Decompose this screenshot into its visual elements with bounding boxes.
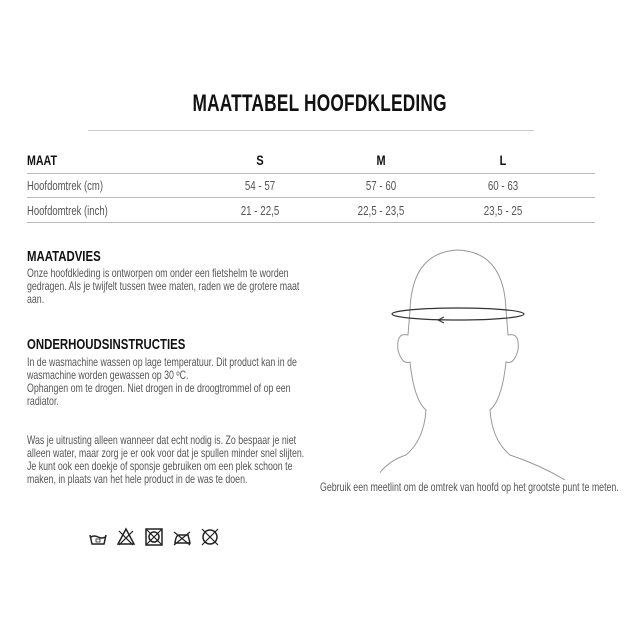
title-divider <box>88 130 534 131</box>
no-tumble-dry-icon <box>144 527 164 547</box>
care-text-3: Was je uitrusting alleen wanneer dat echt nodig is. Zo bespaar je niet alleen water, maar zorg je er ook voor dat je spullen minder snel slijten. Je kunt ook een doekje of sponsje gebruiken om een plek schoon te maken, in plaats van het hele product in de was te doen. <box>27 434 305 486</box>
cell-m-cm: 57 - 60 <box>365 179 397 193</box>
head-outline <box>380 250 565 480</box>
care-text-2: Ophangen om te drogen. Niet drogen in de droogtrommel of op een radiator. <box>27 382 291 408</box>
illustration-caption: Gebruik een meetlint om de omtrek van hoofd op het grootste punt te meten. <box>320 481 619 494</box>
no-iron-icon <box>172 527 192 547</box>
measuring-tape <box>392 308 524 320</box>
cell-l-cm: 60 - 63 <box>487 179 519 193</box>
cell-l-inch: 23,5 - 25 <box>483 204 523 218</box>
care-text-1: In de wasmachine wassen op lage temperatuur. Dit product kan in de wasmachine worden gewassen op 30 ºC. <box>27 356 297 382</box>
cell-s-inch: 21 - 22,5 <box>240 204 280 218</box>
care-icons <box>88 527 220 547</box>
row-divider <box>27 197 595 198</box>
table-header-maat: MAAT <box>27 152 57 168</box>
row-label-inch: Hoofdomtrek (inch) <box>27 204 108 218</box>
head-measure-illustration <box>380 240 590 480</box>
table-header-l: L <box>499 152 507 168</box>
row-divider <box>27 173 595 174</box>
table-header-m: M <box>376 152 386 168</box>
row-divider <box>27 222 595 223</box>
care-heading: ONDERHOUDSINSTRUCTIES <box>27 336 186 353</box>
no-dry-clean-icon <box>200 527 220 547</box>
cell-m-inch: 22,5 - 23,5 <box>357 204 405 218</box>
page-title: MAATTABEL HOOFDKLEDING <box>192 90 448 117</box>
cell-s-cm: 54 - 57 <box>244 179 276 193</box>
no-bleach-icon <box>116 527 136 547</box>
advice-text: Onze hoofdkleding is ontworpen om onder een fietshelm te worden gedragen. Als je twijfelt tussen twee maten, raden we de grotere maat aan. <box>27 267 300 306</box>
row-label-cm: Hoofdomtrek (cm) <box>27 179 104 193</box>
wash-30-icon <box>88 527 108 547</box>
table-header-s: S <box>256 152 264 168</box>
advice-heading: MAATADVIES <box>27 248 101 265</box>
